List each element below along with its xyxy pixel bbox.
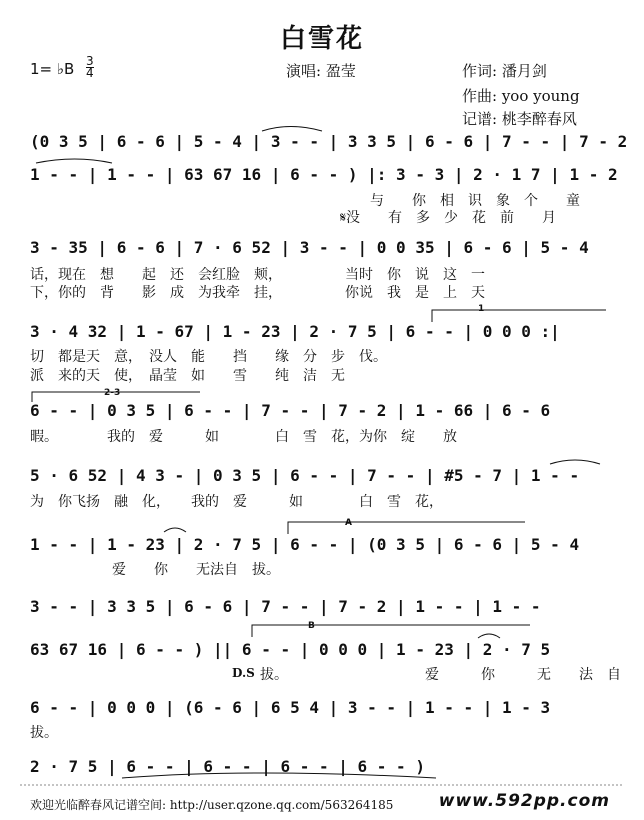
- score-line-6: 5 · 6 52 | 4 3 - | 0 3 5 | 6 - - | 7 - - | #5 - 7 | 1 - -: [30, 466, 580, 485]
- score-line-11: 2 · 7 5 | 6 - - | 6 - - | 6 - - | 6 - - ): [30, 757, 425, 776]
- time-bottom: 4: [86, 66, 94, 80]
- time-top: 3: [86, 54, 94, 68]
- score-line-4: 3 · 4 32 | 1 - 67 | 1 - 23 | 2 · 7 5 | 6 - - | 0 0 0 :|: [30, 322, 560, 341]
- tie-2: [36, 159, 112, 163]
- singer-credit: 演唱: 盈莹: [286, 62, 356, 80]
- mark-a-line: [288, 522, 525, 534]
- lyric-2b: 𝄋没 有 多 少 花 前 月: [340, 210, 557, 226]
- composer-credit: 作曲: yoo young: [462, 87, 580, 105]
- title: 白雪花: [279, 24, 364, 54]
- score-line-2: 1 - - | 1 - - | 63 67 16 | 6 - - ) |: 3 - 3 | 2 · 1 7 | 1 - 2: [30, 165, 618, 184]
- lyric-6: 为 你飞扬 融 化， 我的 爱 如 白 雪 花，: [30, 494, 443, 510]
- score-line-9: 63 67 16 | 6 - - ) || 6 - - | 0 0 0 | 1 - 23 | 2 · 7 5: [30, 640, 551, 659]
- lyric-9a: D.S: [232, 666, 255, 680]
- lyric-9c: 爱 你 无 法 自: [425, 667, 621, 683]
- footer-text: 欢迎光临醉春风记谱空间: http://user.qzone.qq.com/563264185: [30, 798, 394, 812]
- lyricist-credit: 作词: 潘月剑: [462, 62, 547, 80]
- lyric-10: 拔。: [30, 725, 58, 741]
- site-watermark: www.592pp.com: [438, 791, 610, 811]
- score-line-3: 3 - 35 | 6 - 6 | 7 · 6 52 | 3 - - | 0 0 35 | 6 - 6 | 5 - 4: [30, 238, 589, 257]
- lyric-4b: 派 来的天 使， 晶莹 如 雪 纯 洁 无: [30, 368, 345, 384]
- score-line-5: 6 - - | 0 3 5 | 6 - - | 7 - - | 7 - 2 | 1 - 66 | 6 - 6: [30, 401, 551, 420]
- score-line-1: (0 3 5 | 6 - 6 | 5 - 4 | 3 - - | 3 3 5 | 6 - 6 | 7 - - | 7 - 2: [30, 132, 628, 151]
- lyric-7: 爱 你 无法自 拔。: [112, 562, 280, 578]
- volta-2-3-label: 2-3: [104, 388, 121, 398]
- transcriber-credit: 记谱: 桃李醉春风: [462, 110, 577, 128]
- lyric-5: 暇。 我的 爱 如 白 雪 花，为你 绽 放: [30, 429, 457, 445]
- volta-1-bracket: [432, 310, 606, 322]
- score-line-10: 6 - - | 0 0 0 | (6 - 6 | 6 5 4 | 3 - - | 1 - - | 1 - 3: [30, 698, 551, 717]
- lyric-3a: 话，现在 想 起 还 会红脸 颊， 当时 你 说 这 一: [30, 267, 485, 283]
- tie-6: [478, 634, 500, 638]
- lyric-9b: 拔。: [260, 667, 288, 683]
- tie-1: [262, 127, 322, 132]
- score-line-8: 3 - - | 3 3 5 | 6 - 6 | 7 - - | 7 - 2 | 1 - - | 1 - -: [30, 597, 541, 616]
- tie-5: [164, 528, 186, 532]
- mark-b-line: [252, 625, 530, 637]
- score-line-7: 1 - - | 1 - 23 | 2 · 7 5 | 6 - - | (0 3 5 | 6 - 6 | 5 - 4: [30, 535, 580, 554]
- lyric-4a: 切 都是天 意， 没人 能 挡 缘 分 步 伐。: [30, 349, 387, 365]
- key-signature: 1= ♭B: [30, 60, 75, 78]
- lyric-2a: 与 你 相 识 象 个 童: [370, 193, 580, 209]
- volta-1-label: 1: [478, 304, 485, 314]
- tie-3: [550, 460, 600, 464]
- rehearsal-mark-b: B: [308, 621, 315, 631]
- lyric-3b: 下，你的 背 影 成 为我牵 挂， 你说 我 是 上 天: [30, 285, 485, 301]
- rehearsal-mark-a: A: [345, 518, 352, 528]
- time-signature: [86, 56, 94, 79]
